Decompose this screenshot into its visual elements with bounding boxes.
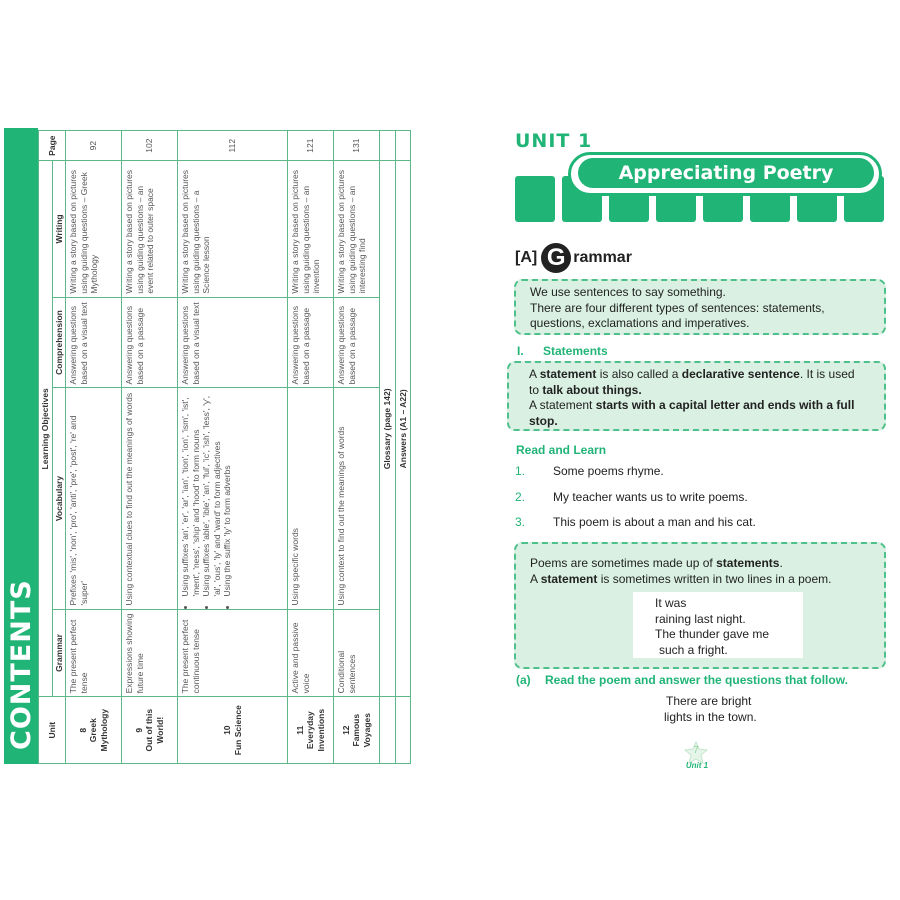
- answers-cell: Answers (A1 – A22): [395, 161, 411, 697]
- poem-line: There are bright: [666, 694, 752, 708]
- example-item: [515, 490, 748, 504]
- contents-band: [4, 128, 38, 764]
- text: is sometimes written in two lines in a poem.: [597, 571, 832, 586]
- vocabulary-bullets: [180, 391, 233, 605]
- page-cell: 131: [334, 131, 380, 161]
- unit-cell: [66, 697, 122, 764]
- header-writing: Writing: [52, 161, 66, 297]
- grammar-cell: Expressions showing future time: [122, 609, 178, 697]
- comprehension-cell: Answering questions based on a visual text: [178, 297, 288, 388]
- unit-name: Greek Mythology: [88, 708, 109, 752]
- bold-text: statements: [716, 556, 780, 570]
- header-tab: [515, 176, 555, 222]
- page-cell: 112: [178, 131, 288, 161]
- blank-cell: [395, 697, 411, 764]
- glossary-cell: Glossary (page 142): [380, 161, 396, 697]
- grammar-cell: The present perfect continuous tense: [178, 609, 288, 697]
- list-item: • Using suffixes 'able', 'ible', 'an', 'ful', 'ic', 'ish', 'less', 'y', 'al', 'ous', 'ly' and 'ward' to form adjectives: [201, 391, 222, 596]
- definition-box: [507, 361, 886, 431]
- comprehension-cell: Answering questions based on a passage: [122, 297, 178, 388]
- header-row-2: [52, 131, 66, 764]
- unit-label: UNIT 1: [515, 130, 593, 152]
- unit-number: 9: [133, 727, 144, 733]
- bold-text: statement: [540, 571, 598, 586]
- question-instruction: [516, 673, 848, 687]
- blank-cell: [380, 697, 396, 764]
- def-bold: talk about things.: [542, 382, 642, 397]
- list-item: • Using suffixes 'an', 'er', 'ar', 'ian', 'tion', 'ion', 'ism', 'ist', 'ment', 'ness', 'ship' and 'hood' to form nouns: [180, 391, 201, 596]
- example-text: My teacher wants us to write poems.: [553, 490, 748, 504]
- page-cell: 121: [288, 131, 334, 161]
- unit-name: Famous Voyages: [351, 713, 372, 748]
- grammar-g-icon: G: [541, 243, 571, 273]
- unit-name: Out of this World!: [144, 708, 165, 752]
- example-number: 2.: [515, 490, 526, 504]
- table-row: [178, 131, 288, 764]
- text: A: [530, 571, 541, 586]
- poem-line: raining last night.: [655, 611, 746, 626]
- unit-cell: [122, 697, 178, 764]
- table-row: [122, 131, 178, 764]
- poem-line: such a fright.: [659, 642, 728, 657]
- section-title-rest: rammar: [573, 249, 632, 266]
- poem-line: lights in the town.: [664, 709, 757, 724]
- list-item: • Using the suffix 'ly' to form adverbs: [222, 391, 233, 596]
- intro-line: There are four different types of sentences: statements, questions, exclamations and imperatives.: [530, 300, 825, 330]
- blank-cell: [395, 131, 411, 161]
- poem-info-line: [530, 556, 870, 572]
- vocabulary-cell: Using specific words: [288, 388, 334, 609]
- intro-box: [514, 279, 886, 335]
- table-row: [334, 131, 380, 764]
- grammar-cell: The present perfect tense: [66, 609, 122, 697]
- poem-line: It was: [655, 596, 687, 610]
- unit-cell: [178, 697, 288, 764]
- def-bold: statement: [539, 367, 597, 381]
- unit-cell: [334, 697, 380, 764]
- page-cell: 102: [122, 131, 178, 161]
- example-item: [515, 464, 664, 478]
- contents-table-wrap: [38, 128, 412, 764]
- glossary-row: [380, 131, 396, 764]
- read-and-learn-heading: Read and Learn: [516, 443, 607, 457]
- text: .: [779, 556, 783, 570]
- footer-unit: Unit 1: [685, 761, 709, 770]
- contents-table: [38, 130, 411, 764]
- header-unit: Unit: [39, 697, 66, 764]
- comprehension-cell: Answering questions based on a visual text: [66, 297, 122, 388]
- header-row-1: [39, 131, 53, 764]
- poem-info-line: [530, 572, 870, 588]
- example-item: [515, 515, 756, 529]
- writing-cell: Writing a story based on pictures using guiding questions – an event related to outer space: [122, 161, 178, 297]
- writing-cell: Writing a story based on pictures using guiding questions – an invention: [288, 161, 334, 297]
- header-grammar: Grammar: [52, 609, 66, 697]
- header-page: Page: [39, 131, 66, 161]
- contents-title: CONTENTS: [6, 579, 37, 750]
- question-number: (a): [516, 673, 531, 687]
- poem-excerpt: [664, 694, 757, 725]
- example-text: Some poems rhyme.: [553, 464, 664, 478]
- poem-line: The thunder gave me: [655, 627, 770, 641]
- def-bold: starts with a capital letter and ends with a full stop.: [529, 398, 855, 428]
- unit-number: 10: [222, 725, 232, 735]
- example-text: This poem is about a man and his cat.: [553, 515, 756, 529]
- grammar-cell: Active and passive voice: [288, 609, 334, 697]
- question-text: Read the poem and answer the questions that follow.: [545, 673, 848, 687]
- header-learning-objectives: Learning Objectives: [39, 161, 53, 697]
- answers-row: [395, 131, 411, 764]
- def-text: A statement: [529, 398, 596, 412]
- writing-cell: Writing a story based on pictures using guiding questions – an interesting find: [334, 161, 380, 297]
- page-number: 7: [693, 745, 699, 756]
- unit-number: 8: [77, 727, 88, 733]
- contents-rotated: [4, 128, 412, 764]
- vocabulary-cell: Using context to find out the meanings of words: [334, 388, 380, 609]
- writing-cell: Writing a story based on pictures using guiding questions – a Science lesson: [178, 161, 288, 297]
- def-text: A: [529, 367, 540, 381]
- def-text: is also called a: [596, 367, 682, 381]
- unit-name: Fun Science: [232, 705, 243, 756]
- section-heading: [515, 242, 632, 274]
- contents-page: [4, 128, 412, 764]
- example-number: 1.: [515, 464, 526, 478]
- vocabulary-cell: Prefixes 'mis', 'non', 'pro', 'anti', 'pre', 'post', 're' and 'super': [66, 388, 122, 609]
- def-bold: declarative sentence: [681, 367, 800, 381]
- comprehension-cell: Answering questions based on a passage: [288, 297, 334, 388]
- vocabulary-cell: Using contextual clues to find out the meanings of words: [122, 388, 178, 609]
- unit-name: Everyday Inventions: [305, 708, 326, 752]
- intro-line: We use sentences to say something.: [530, 285, 726, 299]
- example-number: 3.: [515, 515, 526, 529]
- unit-cell: [288, 697, 334, 764]
- table-row: [66, 131, 122, 764]
- statements-number: I.: [517, 344, 524, 358]
- def-text: . It is used to: [529, 367, 855, 397]
- header-comprehension: Comprehension: [52, 297, 66, 388]
- unit-number: 11: [294, 725, 305, 735]
- unit-number: 12: [340, 725, 351, 735]
- page-cell: 92: [66, 131, 122, 161]
- unit-title: Appreciating Poetry: [578, 158, 874, 188]
- section-prefix: [A]: [515, 249, 538, 266]
- header-vocabulary: Vocabulary: [52, 388, 66, 609]
- comprehension-cell: Answering questions based on a passage: [334, 297, 380, 388]
- text: Poems are sometimes made up of: [530, 556, 717, 570]
- statements-heading: Statements: [543, 344, 608, 358]
- blank-cell: [380, 131, 396, 161]
- writing-cell: Writing a story based on pictures using guiding questions – Greek Mythology: [66, 161, 122, 297]
- poem-card: [633, 592, 803, 658]
- grammar-cell: Conditional sentences: [334, 609, 380, 697]
- table-row: [288, 131, 334, 764]
- vocabulary-cell: [178, 388, 288, 609]
